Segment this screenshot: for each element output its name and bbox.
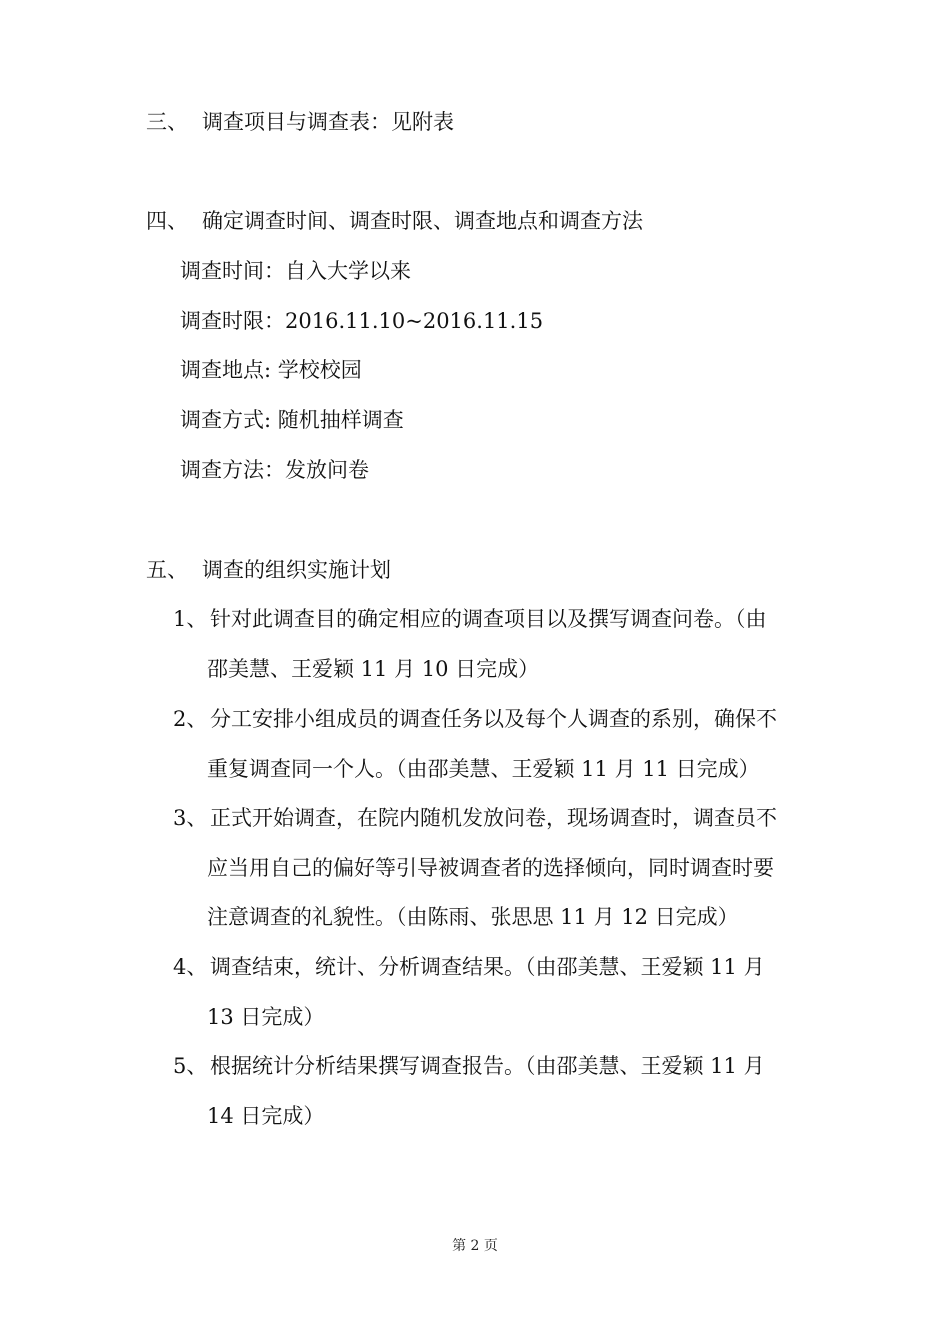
plan-item-4-line-1: 调查结束，统计、分析调查结果。（由邵美慧、王爱颖 11 月 <box>210 955 765 979</box>
plan-item-3-line-3: 注意调查的礼貌性。（由陈雨、张思思 11 月 12 日完成） <box>207 905 739 929</box>
survey-method: 调查方法：发放问卷 <box>180 458 369 482</box>
plan-item-3-line-1: 正式开始调查，在院内随机发放问卷，现场调查时，调查员不 <box>210 806 777 830</box>
plan-item-1-number: 1、 <box>173 607 208 631</box>
plan-item-5-line-2: 14 日完成） <box>207 1104 325 1128</box>
plan-item-1-line-1: 针对此调查目的确定相应的调查项目以及撰写调查问卷。（由 <box>210 607 767 631</box>
plan-item-3-number: 3、 <box>173 806 208 830</box>
plan-item-3-line-2: 应当用自己的偏好等引导被调查者的选择倾向，同时调查时要 <box>207 856 774 880</box>
survey-location: 调查地点: 学校校园 <box>180 358 362 382</box>
plan-item-2-line-1: 分工安排小组成员的调查任务以及每个人调查的系别，确保不 <box>210 707 777 731</box>
plan-item-4-line-2: 13 日完成） <box>207 1005 325 1029</box>
plan-item-5-number: 5、 <box>173 1054 208 1078</box>
plan-item-2-line-2: 重复调查同一个人。（由邵美慧、王爱颖 11 月 11 日完成） <box>207 757 760 781</box>
section-5-number: 五、 <box>146 558 188 582</box>
survey-time: 调查时间：自入大学以来 <box>180 259 411 283</box>
plan-item-5-line-1: 根据统计分析结果撰写调查报告。（由邵美慧、王爱颖 11 月 <box>210 1054 765 1078</box>
survey-period: 调查时限：2016.11.10~2016.11.15 <box>180 309 544 333</box>
plan-item-1-line-2: 邵美慧、王爱颖 11 月 10 日完成） <box>207 657 540 681</box>
section-5-title: 调查的组织实施计划 <box>202 558 391 582</box>
section-4-number: 四、 <box>146 209 188 233</box>
section-3-title: 调查项目与调查表：见附表 <box>202 110 454 134</box>
section-4-title: 确定调查时间、调查时限、调查地点和调查方法 <box>202 209 643 233</box>
page-number-footer: 第 2 页 <box>452 1238 498 1254</box>
survey-mode: 调查方式: 随机抽样调查 <box>180 408 404 432</box>
plan-item-4-number: 4、 <box>173 955 208 979</box>
section-3-number: 三、 <box>146 110 188 134</box>
plan-item-2-number: 2、 <box>173 707 208 731</box>
